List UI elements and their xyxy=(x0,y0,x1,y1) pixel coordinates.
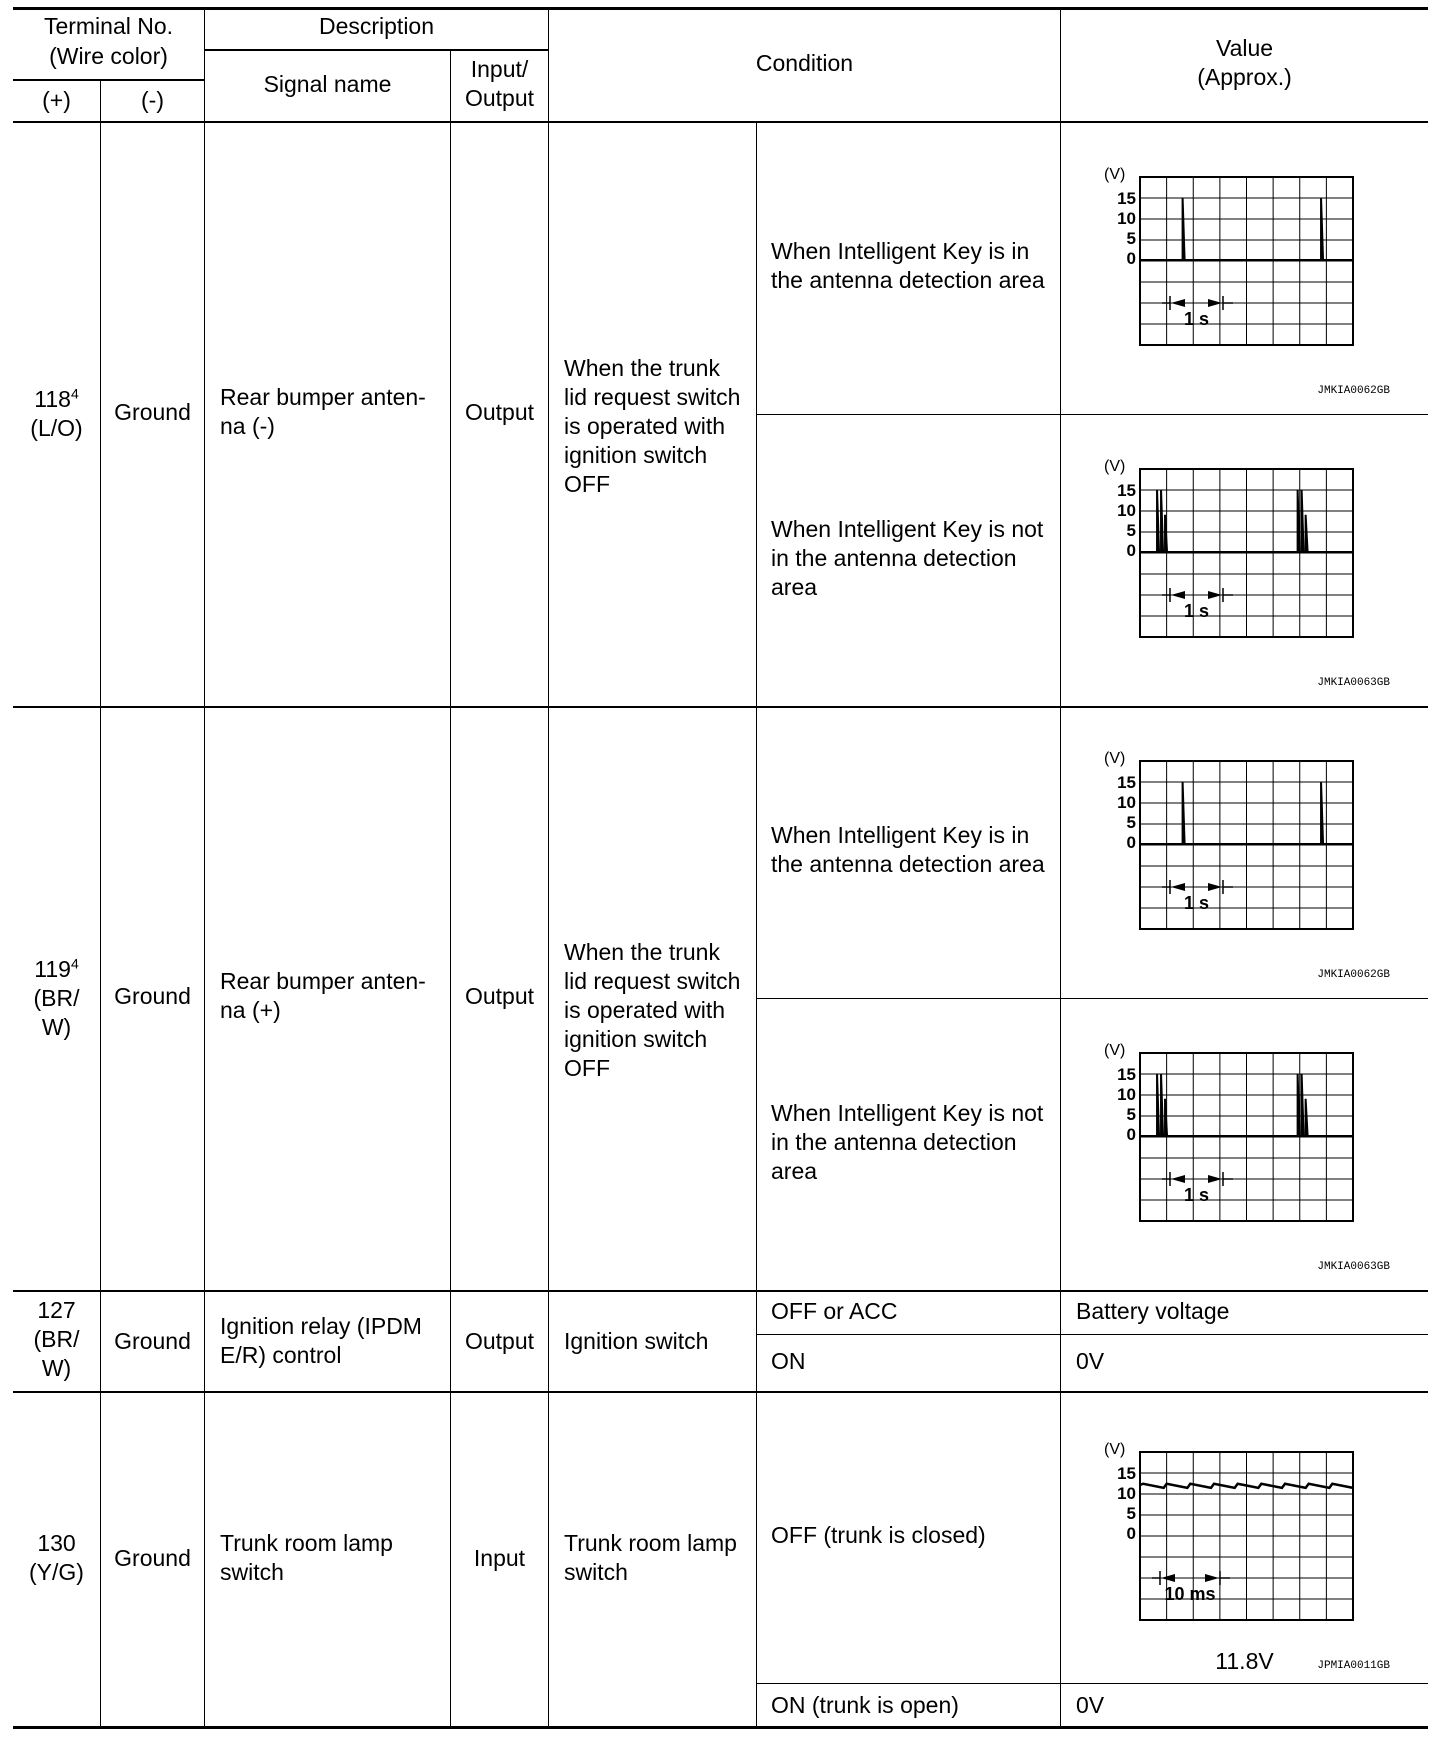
rule xyxy=(757,1334,1428,1335)
rule xyxy=(548,8,549,1727)
marker-arrow xyxy=(1171,299,1185,307)
time-unit-label: 1 s xyxy=(1183,893,1210,913)
signal-119: Rear bumper anten- xyxy=(220,968,426,994)
sub-130-a: OFF (trunk is closed) xyxy=(771,1522,986,1548)
waveform-scope xyxy=(1100,1041,1400,1286)
rule xyxy=(100,79,101,1727)
header-terminal-no: Terminal No. xyxy=(43,13,174,39)
sub-119-b-2: in the antenna detection xyxy=(771,1129,1017,1155)
header-wire-color: (Wire color) xyxy=(49,43,168,69)
cond-118-5: OFF xyxy=(564,471,610,497)
rule xyxy=(1060,8,1061,1727)
scope-svg xyxy=(1100,1041,1400,1286)
io-127: Output xyxy=(464,1328,535,1354)
axis-tick-label: 15 xyxy=(1117,189,1136,208)
figure-code: JMKIA0063GB xyxy=(1317,677,1390,689)
axis-tick-label: 0 xyxy=(1126,541,1136,560)
waveform-pulse xyxy=(1157,490,1159,552)
signal-127-2: E/R) control xyxy=(220,1342,342,1368)
time-unit-label: 1 s xyxy=(1183,1185,1210,1205)
terminal-130: 130 xyxy=(37,1530,76,1556)
waveform-scope xyxy=(1100,749,1400,994)
axis-tick-label: 10 xyxy=(1117,209,1136,228)
axis-tick-label: 5 xyxy=(1126,1504,1136,1523)
figure-code: JMKIA0062GB xyxy=(1317,969,1390,981)
ground-119: Ground xyxy=(114,983,191,1009)
cond-119-4: ignition switch xyxy=(564,1026,708,1052)
axis-tick-label: 10 xyxy=(1117,793,1136,812)
sub-119-b-3: area xyxy=(771,1158,818,1184)
header-value-approx: (Approx.) xyxy=(1197,64,1292,90)
axis-tick-label: 10 xyxy=(1117,1085,1136,1104)
axis-tick-label: 10 xyxy=(1117,501,1136,520)
cond-130: Trunk room lamp xyxy=(564,1530,737,1556)
rule xyxy=(13,1726,1428,1729)
terminal-118: $118^4$ xyxy=(34,385,79,412)
cond-119-2: lid request switch xyxy=(564,968,741,994)
waveform-pulse xyxy=(1302,1074,1304,1136)
io-130: Input xyxy=(473,1545,526,1571)
sub-127-b: ON xyxy=(771,1348,806,1374)
waveform-pulse xyxy=(1306,1099,1308,1136)
waveform-scope xyxy=(1100,165,1400,410)
axis-unit-label: (V) xyxy=(1104,458,1126,475)
sub-127-a: OFF or ACC xyxy=(771,1298,898,1324)
time-unit-label: 10 ms xyxy=(1164,1584,1216,1604)
header-condition: Condition xyxy=(755,50,854,76)
rule xyxy=(205,49,548,51)
signal-130: Trunk room lamp xyxy=(220,1530,393,1556)
signal-127: Ignition relay (IPDM xyxy=(220,1313,422,1339)
scope-svg xyxy=(1100,165,1400,410)
axis-unit-label: (V) xyxy=(1104,1042,1126,1059)
rule xyxy=(757,998,1428,999)
cond-118: When the trunk xyxy=(564,355,720,381)
waveform-scope xyxy=(1100,457,1400,702)
axis-tick-label: 15 xyxy=(1117,481,1136,500)
cond-118-2: lid request switch xyxy=(564,384,741,410)
ground-130: Ground xyxy=(114,1545,191,1571)
signal-119-2: na (+) xyxy=(220,997,281,1023)
axis-tick-label: 0 xyxy=(1126,249,1136,268)
axis-tick-label: 15 xyxy=(1117,1065,1136,1084)
ground-118: Ground xyxy=(114,399,191,425)
time-unit-label: 1 s xyxy=(1183,601,1210,621)
marker-arrow xyxy=(1171,883,1185,891)
header-input-output: Input/ xyxy=(470,56,529,82)
figure-code: JMKIA0062GB xyxy=(1317,385,1390,397)
waveform-pulse xyxy=(1302,490,1304,552)
axis-tick-label: 15 xyxy=(1117,1464,1136,1483)
axis-tick-label: 0 xyxy=(1126,833,1136,852)
axis-tick-label: 5 xyxy=(1126,1105,1136,1124)
waveform-pulse xyxy=(1321,198,1323,260)
signal-118-2: na (-) xyxy=(220,413,275,439)
rule xyxy=(450,49,451,1727)
wire-127-2: W) xyxy=(41,1355,72,1381)
axis-tick-label: 5 xyxy=(1126,521,1136,540)
rule xyxy=(13,121,1428,123)
rule xyxy=(204,8,205,1727)
scope-svg xyxy=(1100,749,1400,994)
waveform-pulse xyxy=(1306,515,1308,552)
rule xyxy=(756,121,757,1727)
rule xyxy=(13,7,1428,10)
signal-118: Rear bumper anten- xyxy=(220,384,426,410)
axis-tick-label: 0 xyxy=(1126,1125,1136,1144)
rule xyxy=(13,79,205,81)
scope-svg xyxy=(1100,457,1400,702)
terminal-119: $119^4$ xyxy=(34,955,79,982)
axis-unit-label: (V) xyxy=(1104,166,1126,183)
value-127-a: Battery voltage xyxy=(1076,1298,1230,1324)
ground-127: Ground xyxy=(114,1328,191,1354)
cond-130-2: switch xyxy=(564,1559,628,1585)
axis-tick-label: 5 xyxy=(1126,229,1136,248)
header-input-output-2: Output xyxy=(464,85,535,111)
cond-119: When the trunk xyxy=(564,939,720,965)
axis-unit-label: (V) xyxy=(1104,1441,1126,1458)
wire-127: (BR/ xyxy=(33,1326,80,1352)
header-signal-name: Signal name xyxy=(263,71,392,97)
wire-119-2: W) xyxy=(41,1014,72,1040)
sub-130-b: ON (trunk is open) xyxy=(771,1692,959,1718)
header-minus: (-) xyxy=(141,87,164,113)
marker-arrow xyxy=(1171,1175,1185,1183)
waveform-pulse xyxy=(1161,1074,1163,1136)
waveform-pulse xyxy=(1183,782,1185,844)
waveform-pulse xyxy=(1161,490,1163,552)
axis-tick-label: 5 xyxy=(1126,813,1136,832)
header-plus: (+) xyxy=(42,87,71,113)
cond-119-5: OFF xyxy=(564,1055,610,1081)
sub-118-b: When Intelligent Key is not xyxy=(771,516,1044,542)
value-130-b: 0V xyxy=(1076,1692,1105,1718)
waveform-pulse xyxy=(1183,198,1185,260)
cond-127: Ignition switch xyxy=(564,1328,709,1354)
cond-118-3: is operated with xyxy=(564,413,726,439)
waveform-pulse xyxy=(1157,1074,1159,1136)
sub-119-a: When Intelligent Key is in xyxy=(771,822,1030,848)
axis-tick-label: 0 xyxy=(1126,1524,1136,1543)
header-value: Value xyxy=(1215,35,1274,61)
wire-118: (L/O) xyxy=(30,415,83,441)
value-127-b: 0V xyxy=(1076,1348,1105,1374)
terminal-127: 127 xyxy=(37,1297,76,1323)
rule xyxy=(13,1391,1428,1393)
signal-130-2: switch xyxy=(220,1559,284,1585)
sub-118-a: When Intelligent Key is in xyxy=(771,238,1030,264)
io-119: Output xyxy=(464,983,535,1009)
figure-code: JMKIA0063GB xyxy=(1317,1261,1390,1273)
wire-119: (BR/ xyxy=(33,985,80,1011)
axis-tick-label: 10 xyxy=(1117,1484,1136,1503)
axis-unit-label: (V) xyxy=(1104,750,1126,767)
sub-118-b-2: in the antenna detection xyxy=(771,545,1017,571)
waveform-pulse xyxy=(1321,782,1323,844)
cond-119-3: is operated with xyxy=(564,997,726,1023)
value-130-a: 11.8V xyxy=(1215,1648,1274,1674)
axis-tick-label: 15 xyxy=(1117,773,1136,792)
figure-code: JPMIA0011GB xyxy=(1317,1660,1390,1672)
rule xyxy=(13,1290,1428,1292)
time-unit-label: 1 s xyxy=(1183,309,1210,329)
marker-arrow xyxy=(1205,1574,1219,1582)
header-description: Description xyxy=(318,13,435,39)
sub-119-a-2: the antenna detection area xyxy=(771,851,1045,877)
marker-arrow xyxy=(1171,591,1185,599)
rule xyxy=(13,706,1428,708)
marker-arrow xyxy=(1161,1574,1175,1582)
sub-118-b-3: area xyxy=(771,574,818,600)
sub-119-b: When Intelligent Key is not xyxy=(771,1100,1044,1126)
rule xyxy=(757,414,1428,415)
wire-130: (Y/G) xyxy=(29,1559,84,1585)
sub-118-a-2: the antenna detection area xyxy=(771,267,1045,293)
cond-118-4: ignition switch xyxy=(564,442,708,468)
io-118: Output xyxy=(464,399,535,425)
